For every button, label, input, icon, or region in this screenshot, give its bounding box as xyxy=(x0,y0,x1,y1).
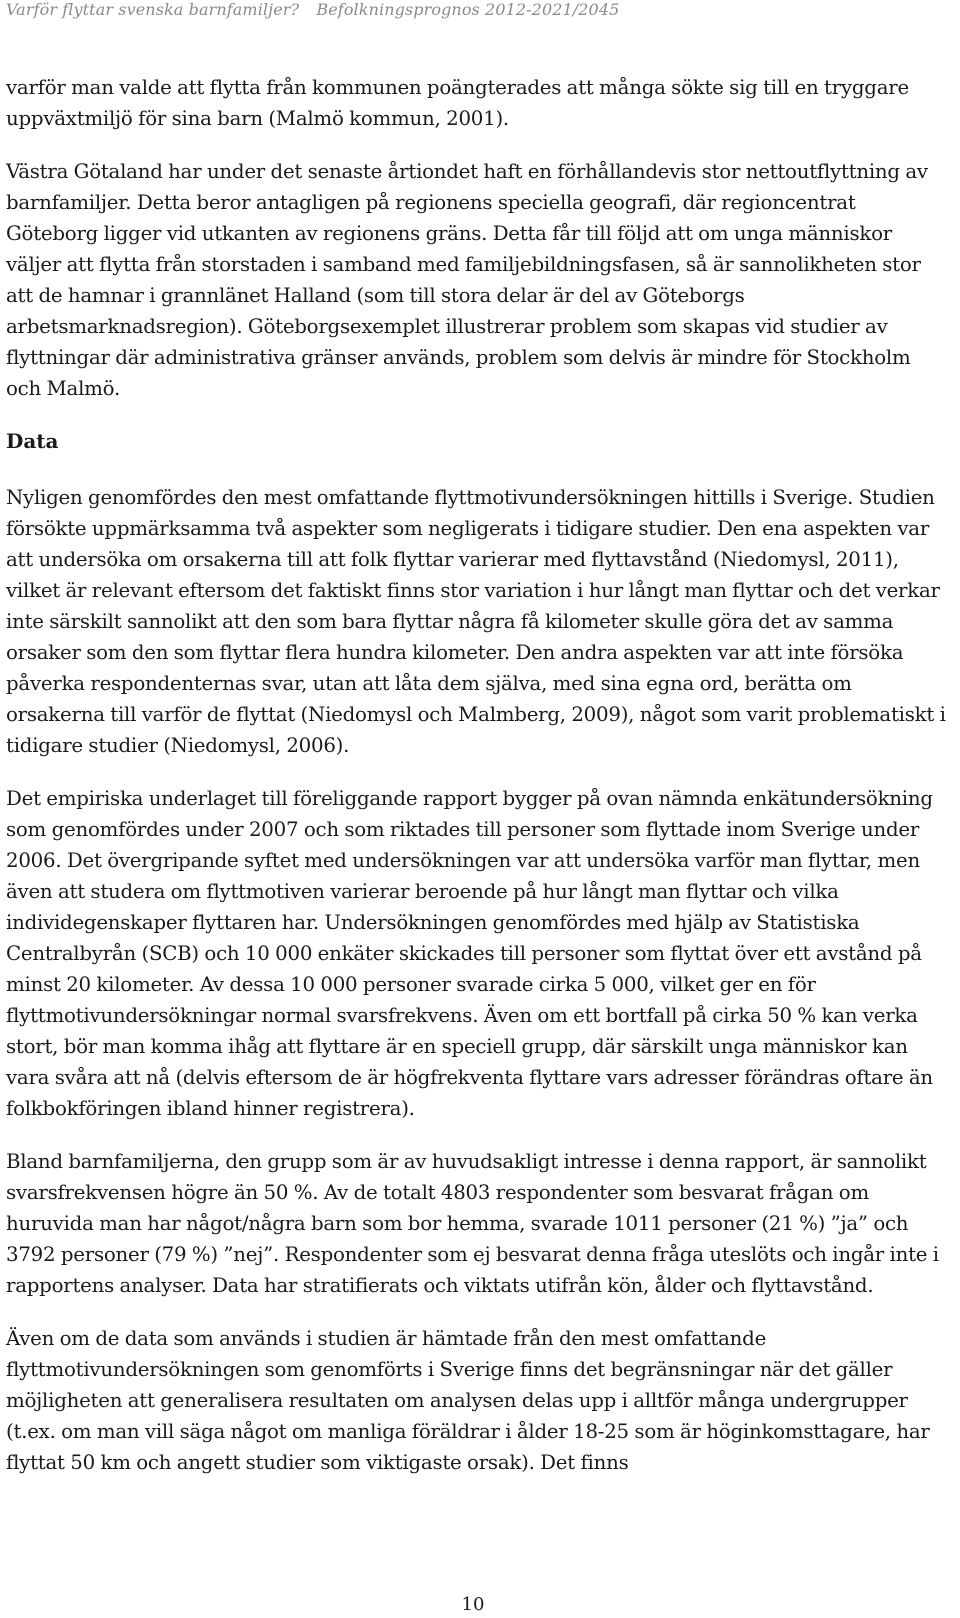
header-subtitle: Befolkningsprognos 2012-2021/2045 xyxy=(316,0,620,19)
paragraph-empirical-basis: Det empiriska underlaget till föreliggande rapport bygger på ovan nämnda enkätundersökning som genomfördes under 2007 och som riktades till personer som flyttade inom Sverige under 2006. Det övergripande syftet med undersökningen var att undersöka varför man flyttar, men även att studera om flyttmotiven varierar beroende på hur långt man flyttar och vilka individegenskaper flyttaren har. Undersökningen genomfördes med hjälp av Statistiska Centralbyrån (SCB) och 10 000 enkäter skickades till personer som flyttat över ett avstånd på minst 20 kilometer. Av dessa 10 000 personer svarade cirka 5 000, vilket ger en för flyttmotivundersökningar normal svarsfrekvens. Även om ett bortfall på cirka 50 % kan verka stort, bör man komma ihåg att flyttare är en speciell grupp, där särskilt unga människor kan vara svåra att nå (delvis eftersom de är högfrekventa flyttare vars adresser förändras oftare än folkbokföringen ibland hinner registrera). xyxy=(6,787,933,1120)
header-title: Varför flyttar svenska barnfamiljer? xyxy=(6,0,300,19)
section-heading-data: Data xyxy=(6,429,59,453)
paragraph-intro: varför man valde att flytta från kommunen poängterades att många sökte sig till en tryggare uppväxtmiljö för sina barn (Malmö kommun, 2001). xyxy=(6,76,909,130)
running-header xyxy=(6,0,619,19)
paragraph-vastra-gotaland: Västra Götaland har under det senaste årtiondet haft en förhållandevis stor nettoutflyttning av barnfamiljer. Detta beror antagligen på regionens speciella geografi, där regioncentrat Göteborg ligger vid utkanten av regionens gräns. Detta får till följd att om unga människor väljer att flytta från storstaden i samband med familjebildningsfasen, så är sannolikheten stor att de hamnar i grannlänet Halland (som till stora delar är del av Göteborgs arbetsmarknadsregion). Göteborgsexemplet illustrerar problem som skapas vid studier av flyttningar där administrativa gränser används, problem som delvis är mindre för Stockholm och Malmö. xyxy=(6,160,928,400)
paragraph-families-response: Bland barnfamiljerna, den grupp som är av huvudsakligt intresse i denna rapport, är sannolikt svarsfrekvensen högre än 50 %. Av de totalt 4803 respondenter som besvarat frågan om huruvida man har något/några barn som bor hemma, svarade 1011 personer (21 %) ”ja” och 3792 personer (79 %) ”nej”. Respondenter som ej besvarat denna fråga uteslöts och ingår inte i rapportens analyser. Data har stratifierats och viktats utifrån kön, ålder och flyttavstånd. xyxy=(6,1150,939,1297)
page-number: 10 xyxy=(461,1594,485,1615)
paragraph-limitations: Även om de data som används i studien är hämtade från den mest omfattande flyttmotivundersökningen som genomförts i Sverige finns det begränsningar när det gäller möjligheten att generalisera resultaten om analysen delas upp i alltför många undergrupper (t.ex. om man vill säga något om manliga föräldrar i ålder 18-25 som är höginkomsttagare, har flyttat 50 km och angett studier som viktigaste orsak). Det finns xyxy=(6,1327,930,1474)
paragraph-data-study: Nyligen genomfördes den mest omfattande flyttmotivundersökningen hittills i Sverige. Studien försökte uppmärksamma två aspekter som negligerats i tidigare studier. Den ena aspekten var att undersöka om orsakerna till att folk flyttar varierar med flyttavstånd (Niedomysl, 2011), vilket är relevant eftersom det faktiskt finns stor variation i hur långt man flyttar och det verkar inte särskilt sannolikt att den som bara flyttar några få kilometer skulle göra det av samma orsaker som den som flyttar flera hundra kilometer. Den andra aspekten var att inte försöka påverka respondenternas svar, utan att låta dem själva, med sina egna ord, berätta om orsakerna till varför de flyttat (Niedomysl och Malmberg, 2009), något som varit problematiskt i tidigare studier (Niedomysl, 2006). xyxy=(6,486,946,757)
page-body xyxy=(6,72,950,1500)
